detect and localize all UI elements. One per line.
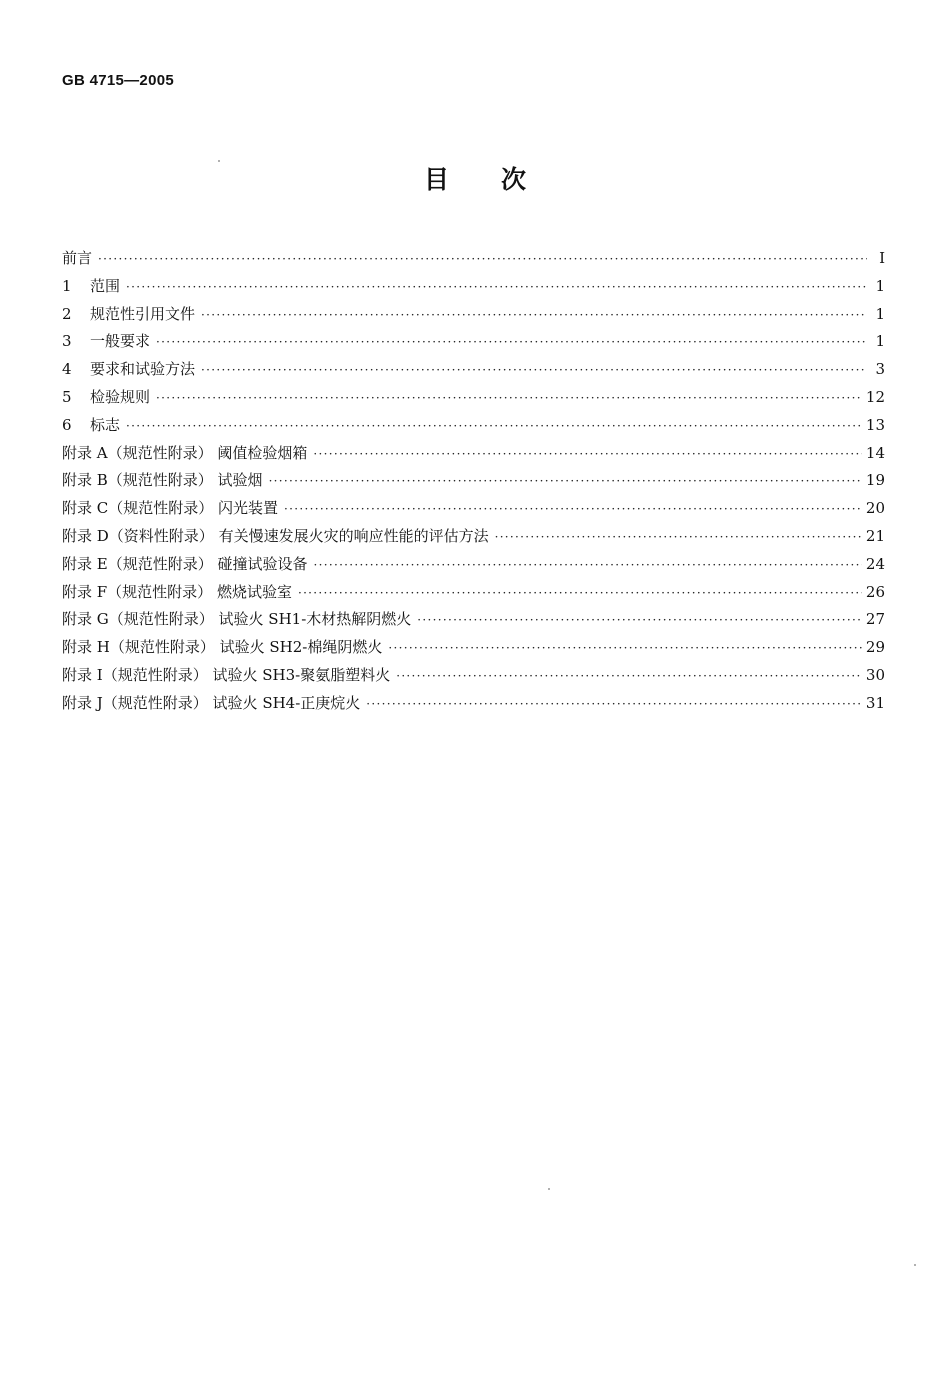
toc-entry-appendix-d[interactable] bbox=[62, 525, 885, 553]
toc-entry-page: 20 bbox=[865, 499, 885, 518]
toc-leader-dots bbox=[388, 641, 862, 655]
standard-code: GB 4715—2005 bbox=[62, 72, 175, 89]
toc-entry-title: 检验规则 bbox=[90, 387, 151, 406]
toc-entry-title: 附录 C（规范性附录） 闪光装置 bbox=[62, 499, 279, 518]
toc-entry-page: 3 bbox=[875, 360, 885, 379]
toc-entry-title: 附录 E（规范性附录） 碰撞试验设备 bbox=[62, 554, 308, 573]
toc-entry-page: 26 bbox=[865, 582, 885, 601]
toc-entry-page: 1 bbox=[875, 276, 885, 295]
toc-entry-title: 前言 bbox=[62, 249, 93, 267]
toc-leader-dots bbox=[126, 419, 862, 433]
toc-entry-page: 1 bbox=[875, 332, 885, 351]
toc-entry-appendix-i[interactable] bbox=[62, 664, 885, 692]
toc-entry-page: 29 bbox=[865, 638, 885, 657]
toc-entry-page: 14 bbox=[865, 443, 885, 462]
toc-entry-2[interactable] bbox=[62, 303, 885, 331]
toc-entry-title: 附录 G（规范性附录） 试验火 SH1-木材热解阴燃火 bbox=[62, 610, 412, 629]
toc-leader-dots bbox=[156, 391, 862, 405]
table-of-contents bbox=[62, 247, 885, 720]
toc-entry-foreword[interactable] bbox=[62, 247, 885, 275]
toc-entry-number: 3 bbox=[62, 332, 72, 351]
toc-entry-1[interactable] bbox=[62, 275, 885, 303]
toc-entry-3[interactable] bbox=[62, 330, 885, 358]
toc-entry-page: 27 bbox=[865, 610, 885, 629]
toc-entry-appendix-f[interactable] bbox=[62, 581, 885, 609]
toc-entry-title: 附录 D（资料性附录） 有关慢速发展火灾的响应性能的评估方法 bbox=[62, 526, 489, 545]
toc-entry-appendix-g[interactable] bbox=[62, 608, 885, 636]
toc-entry-appendix-e[interactable] bbox=[62, 553, 885, 581]
toc-entry-number: 5 bbox=[62, 387, 72, 406]
toc-entry-title: 附录 A（规范性附录） 阈值检验烟箱 bbox=[62, 443, 308, 462]
toc-entry-appendix-a[interactable] bbox=[62, 442, 885, 470]
toc-leader-dots bbox=[269, 474, 862, 488]
toc-entry-number: 4 bbox=[62, 360, 72, 379]
toc-entry-title: 规范性引用文件 bbox=[90, 304, 196, 323]
toc-leader-dots bbox=[201, 308, 867, 322]
toc-entry-appendix-j[interactable] bbox=[62, 692, 885, 720]
toc-entry-page: 31 bbox=[865, 693, 885, 712]
toc-leader-dots bbox=[284, 502, 862, 516]
toc-entry-page: 24 bbox=[865, 554, 885, 573]
toc-leader-dots bbox=[156, 335, 867, 349]
toc-entry-appendix-c[interactable] bbox=[62, 497, 885, 525]
page-title: 目次 bbox=[423, 165, 578, 194]
toc-entry-title: 一般要求 bbox=[90, 332, 151, 351]
toc-entry-title: 附录 B（规范性附录） 试验烟 bbox=[62, 471, 263, 490]
scan-speck bbox=[914, 1264, 916, 1266]
toc-entry-number: 2 bbox=[62, 304, 72, 323]
toc-entry-appendix-h[interactable] bbox=[62, 636, 885, 664]
toc-leader-dots bbox=[298, 586, 862, 600]
toc-entry-page: 12 bbox=[865, 387, 885, 406]
toc-entry-6[interactable] bbox=[62, 414, 885, 442]
toc-leader-dots bbox=[417, 613, 862, 627]
toc-entry-title: 附录 F（规范性附录） 燃烧试验室 bbox=[62, 582, 292, 601]
toc-entry-title: 附录 I（规范性附录） 试验火 SH3-聚氨脂塑料火 bbox=[62, 665, 391, 684]
toc-leader-dots bbox=[366, 697, 862, 711]
toc-entry-4[interactable] bbox=[62, 358, 885, 386]
toc-entry-page: 30 bbox=[865, 665, 885, 684]
toc-entry-page: 1 bbox=[875, 304, 885, 323]
toc-leader-dots bbox=[201, 363, 867, 377]
toc-leader-dots bbox=[126, 280, 867, 294]
toc-entry-title: 附录 H（规范性附录） 试验火 SH2-棉绳阴燃火 bbox=[62, 638, 383, 657]
toc-entry-number: 6 bbox=[62, 415, 72, 434]
toc-leader-dots bbox=[495, 530, 862, 544]
toc-entry-page: I bbox=[879, 249, 885, 267]
toc-entry-title: 标志 bbox=[90, 415, 121, 434]
toc-entry-appendix-b[interactable] bbox=[62, 469, 885, 497]
toc-entry-5[interactable] bbox=[62, 386, 885, 414]
toc-entry-page: 13 bbox=[865, 415, 885, 434]
scan-speck bbox=[218, 160, 220, 162]
toc-leader-dots bbox=[314, 558, 862, 572]
toc-entry-page: 19 bbox=[865, 471, 885, 490]
toc-entry-title: 要求和试验方法 bbox=[90, 360, 196, 379]
scan-speck bbox=[548, 1188, 550, 1190]
toc-leader-dots bbox=[98, 252, 867, 266]
toc-leader-dots bbox=[313, 447, 862, 461]
toc-entry-title: 附录 J（规范性附录） 试验火 SH4-正庚烷火 bbox=[62, 693, 361, 712]
toc-entry-number: 1 bbox=[62, 276, 72, 295]
toc-leader-dots bbox=[396, 669, 862, 683]
toc-entry-title: 范围 bbox=[90, 276, 121, 295]
toc-entry-page: 21 bbox=[865, 526, 885, 545]
